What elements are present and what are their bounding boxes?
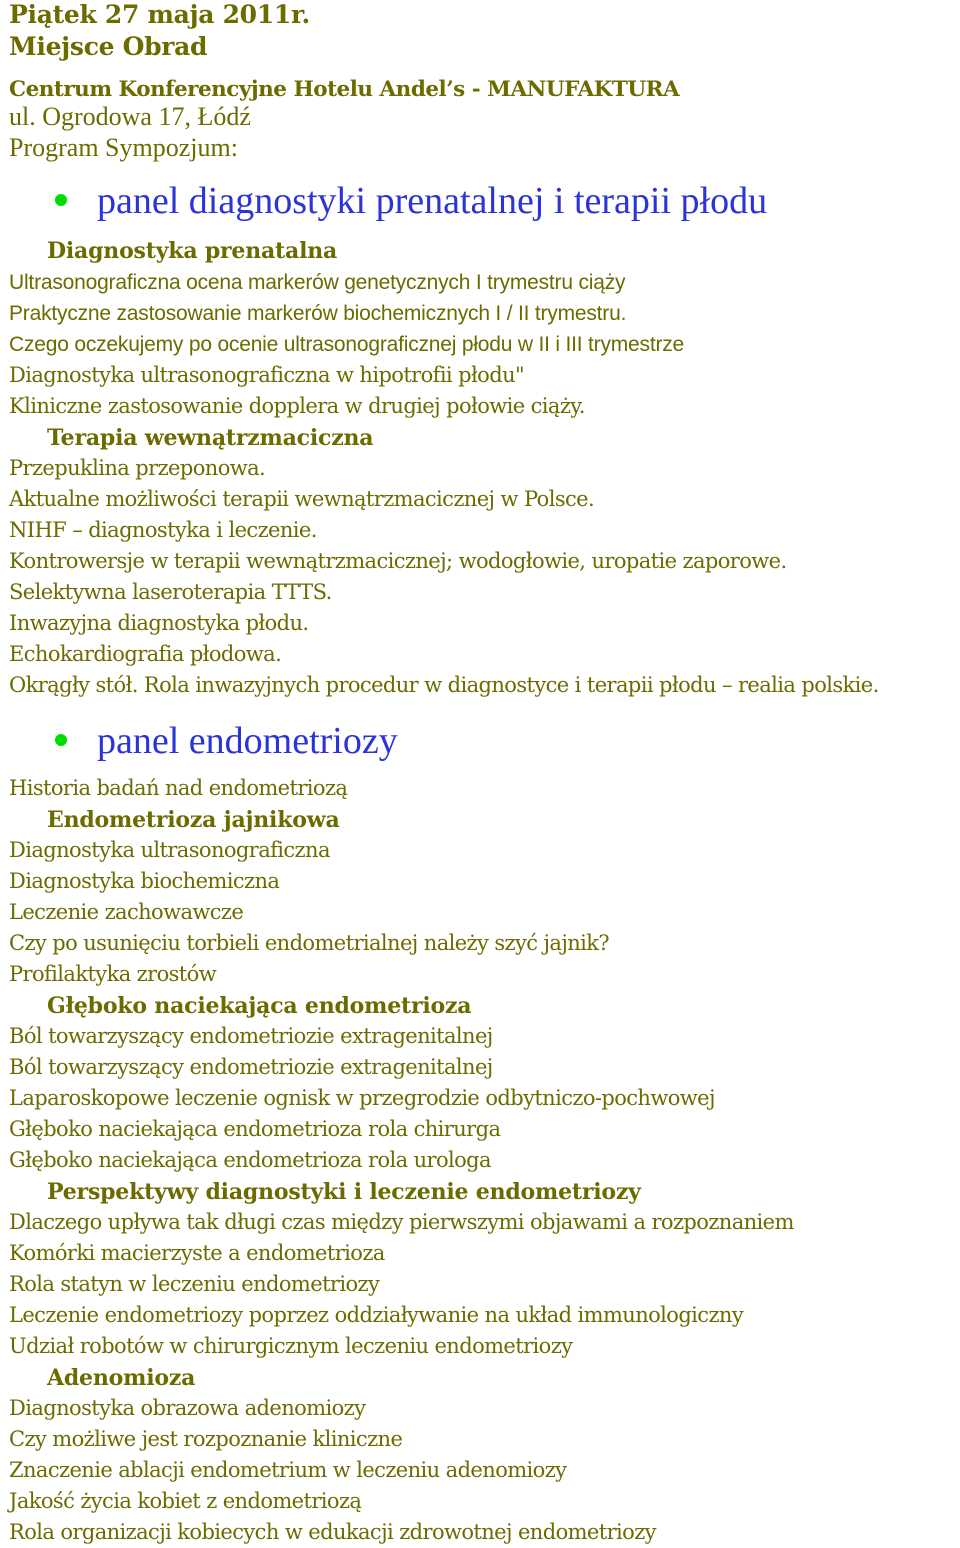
panel-prenatal-label: panel diagnostyki prenatalnej i terapii płodu bbox=[97, 180, 768, 222]
list-item: Laparoskopowe leczenie ognisk w przegrodzie odbytniczo-pochwowej bbox=[9, 1086, 715, 1110]
bullet-icon bbox=[55, 194, 67, 206]
panel-endometriosis-label: panel endometriozy bbox=[97, 720, 398, 762]
section-heading: Terapia wewnątrzmaciczna bbox=[47, 425, 374, 451]
list-item: Praktyczne zastosowanie markerów biochemicznych I / II trymestru. bbox=[9, 302, 627, 325]
list-item: Dlaczego upływa tak długi czas między pierwszymi objawami a rozpoznaniem bbox=[9, 1210, 794, 1234]
section-heading: Głęboko naciekająca endometrioza bbox=[47, 993, 472, 1019]
event-date: Piątek 27 maja 2011r. bbox=[9, 0, 310, 29]
list-item: Przepuklina przeponowa. bbox=[9, 456, 266, 480]
list-item: Diagnostyka biochemiczna bbox=[9, 869, 280, 893]
list-item: Inwazyjna diagnostyka płodu. bbox=[9, 611, 309, 635]
list-item: Diagnostyka ultrasonograficzna w hipotrofii płodu" bbox=[9, 363, 525, 387]
list-item: Rola statyn w leczeniu endometriozy bbox=[9, 1272, 380, 1296]
list-item: Kliniczne zastosowanie dopplera w drugiej połowie ciąży. bbox=[9, 394, 585, 418]
list-item: Leczenie endometriozy poprzez oddziaływanie na układ immunologiczny bbox=[9, 1303, 744, 1327]
list-item: Rola organizacji kobiecych w edukacji zdrowotnej endometriozy bbox=[9, 1520, 656, 1544]
section-heading: Adenomioza bbox=[47, 1365, 196, 1391]
section-heading: Endometrioza jajnikowa bbox=[47, 807, 340, 833]
venue-name: Centrum Konferencyjne Hotelu Andel’s - MANUFAKTURA bbox=[9, 77, 680, 102]
list-item: Historia badań nad endometriozą bbox=[9, 776, 348, 800]
list-item: Echokardiografia płodowa. bbox=[9, 642, 282, 666]
list-item: Czego oczekujemy po ocenie ultrasonograficznej płodu w II i III trymestrze bbox=[9, 333, 685, 356]
panel-endometriosis-title bbox=[55, 722, 398, 760]
list-item: Głęboko naciekająca endometrioza rola urologa bbox=[9, 1148, 491, 1172]
list-item: Komórki macierzyste a endometrioza bbox=[9, 1241, 385, 1265]
section-heading: Perspektywy diagnostyki i leczenie endometriozy bbox=[47, 1179, 641, 1205]
list-item: Znaczenie ablacji endometrium w leczeniu adenomiozy bbox=[9, 1458, 567, 1482]
list-item: Głęboko naciekająca endometrioza rola chirurga bbox=[9, 1117, 501, 1141]
list-item: Jakość życia kobiet z endometriozą bbox=[9, 1489, 362, 1513]
list-item: NIHF – diagnostyka i leczenie. bbox=[9, 518, 317, 542]
place-label: Miejsce Obrad bbox=[9, 32, 208, 61]
list-item: Profilaktyka zrostów bbox=[9, 962, 217, 986]
bullet-icon bbox=[55, 734, 67, 746]
panel-prenatal-title bbox=[55, 182, 767, 220]
list-item: Ból towarzyszący endometriozie extragenitalnej bbox=[9, 1024, 493, 1048]
list-item: Selektywna laseroterapia TTTS. bbox=[9, 580, 332, 604]
list-item: Diagnostyka ultrasonograficzna bbox=[9, 838, 330, 862]
list-item: Leczenie zachowawcze bbox=[9, 900, 244, 924]
list-item: Ultrasonograficzna ocena markerów genetycznych I trymestru ciąży bbox=[9, 271, 626, 294]
venue-address: ul. Ogrodowa 17, Łódź bbox=[9, 102, 251, 131]
list-item: Ból towarzyszący endometriozie extragenitalnej bbox=[9, 1055, 493, 1079]
program-label: Program Sympozjum: bbox=[9, 133, 238, 162]
list-item: Diagnostyka obrazowa adenomiozy bbox=[9, 1396, 366, 1420]
section-heading: Diagnostyka prenatalna bbox=[47, 238, 338, 264]
list-item: Aktualne możliwości terapii wewnątrzmacicznej w Polsce. bbox=[9, 487, 595, 511]
list-item: Czy po usunięciu torbieli endometrialnej należy szyć jajnik? bbox=[9, 931, 610, 955]
list-item: Udział robotów w chirurgicznym leczeniu endometriozy bbox=[9, 1334, 573, 1358]
list-item: Kontrowersje w terapii wewnątrzmacicznej; wodogłowie, uropatie zaporowe. bbox=[9, 549, 787, 573]
list-item: Okrągły stół. Rola inwazyjnych procedur w diagnostyce i terapii płodu – realia polskie. bbox=[9, 673, 879, 697]
list-item: Czy możliwe jest rozpoznanie kliniczne bbox=[9, 1427, 403, 1451]
